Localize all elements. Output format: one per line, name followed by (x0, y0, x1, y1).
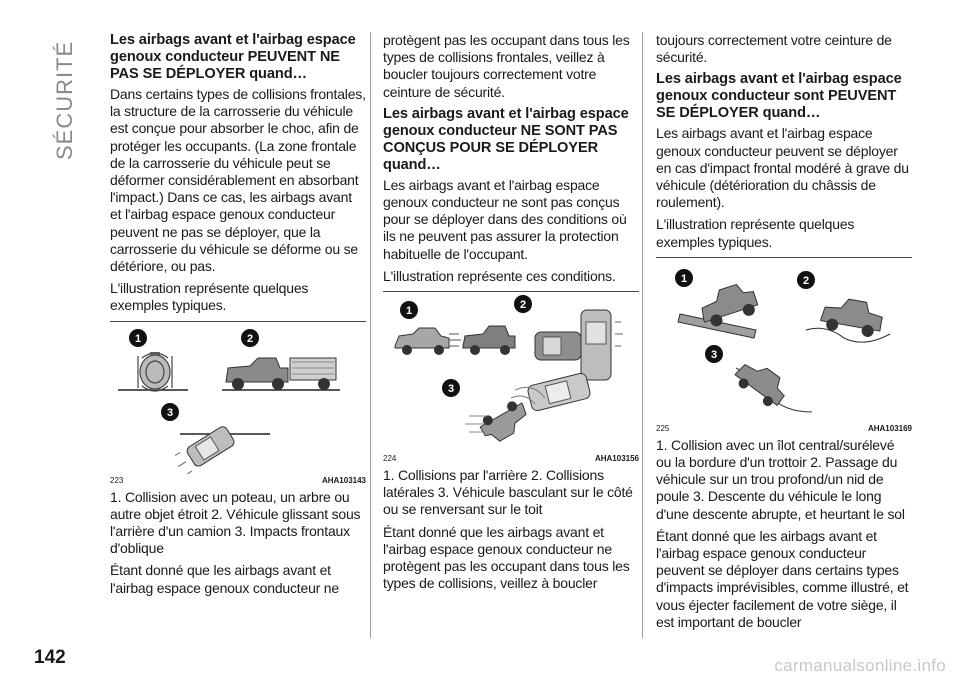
figure-legend: 1. Collisions par l'arrière 2. Collisions latérales 3. Véhicule basculant sur le côté ou se renversant sur le toit (383, 467, 633, 518)
figure-number: 225 (656, 423, 670, 433)
paragraph: protègent pas les occupant dans tous les types de collisions frontales, veillez à boucler toujours correctement votre ceinture de sécurité. (383, 32, 630, 100)
svg-text:1: 1 (680, 272, 688, 285)
svg-text:1: 1 (134, 332, 142, 345)
paragraph: L'illustration représente quelques exemples typiques. (656, 216, 855, 250)
figure-code: AHA103143 (321, 475, 366, 485)
column-divider (370, 32, 371, 638)
heading-may-deploy: Les airbags avant et l'airbag espace genoux conducteur sont PEUVENT SE DÉPLOYER quand… (656, 71, 902, 122)
figure-caption (383, 454, 639, 463)
paragraph: Étant donné que les airbags avant et l'airbag espace genoux conducteur peuvent se déployer dans certains types d'impacts imprévisibles, comme illustré, et vous éjecter facilement de votre siège, il est important de boucler (656, 527, 909, 630)
paragraph: toujours correctement votre ceinture de sécurité. (656, 32, 892, 66)
column-divider (642, 32, 643, 638)
marker-2-icon (241, 329, 259, 347)
column-3 (656, 32, 912, 636)
figure-225 (656, 257, 912, 433)
heading-not-designed-to-deploy: Les airbags avant et l'airbag espace genoux conducteur NE SONT PAS CONÇUS POUR SE DÉPLOYER quand… (383, 105, 629, 173)
heading-may-not-deploy: Les airbags avant et l'airbag espace genoux conducteur PEUVENT NE PAS SE DÉPLOYER quand… (110, 32, 356, 82)
figure-legend: 1. Collision avec un îlot central/surélevé ou la bordure d'un trottoir 2. Passage du véhicule sur un trou profond/un nid de poule 3. Descente du véhicule le long d'une descente abrupte, et heurtant le sol (656, 436, 905, 522)
marker-2-icon (797, 271, 815, 289)
svg-text:2: 2 (519, 299, 527, 312)
figure-223 (110, 321, 366, 485)
figure-number: 224 (383, 454, 397, 464)
paragraph: Les airbags avant et l'airbag espace genoux conducteur ne sont pas conçus pour se déployer dans des conditions où ils ne peuvent pas assurer la protection habituelle de l'occupant. (383, 176, 627, 262)
marker-1-icon (400, 301, 418, 319)
paragraph: Étant donné que les airbags avant et l'airbag espace genoux conducteur ne (110, 562, 339, 596)
figure-224 (383, 291, 639, 463)
illustration-curb-pothole-descent (656, 258, 912, 422)
figure-number: 223 (110, 475, 124, 485)
svg-text:3: 3 (166, 406, 174, 419)
svg-text:1: 1 (405, 305, 413, 318)
marker-3-icon (442, 379, 460, 397)
paragraph: Les airbags avant et l'airbag espace genoux conducteur peuvent se déployer en cas d'impact frontal modéré à grave du véhicule (détérioration du châssis de roulement). (656, 125, 909, 211)
marker-1-icon (675, 269, 693, 287)
svg-text:3: 3 (447, 383, 455, 396)
column-2 (383, 32, 639, 597)
svg-text:2: 2 (802, 274, 810, 287)
illustration-pole-truck-oblique (110, 322, 366, 474)
figure-code: AHA103169 (867, 423, 912, 433)
column-1 (110, 32, 366, 602)
paragraph: Dans certains types de collisions frontales, la structure de la carrosserie du véhicule est conçue pour absorber le choc, afin de protéger les occupants. (La zone frontale de la carrosserie du véhicule peut se déformer considérablement en absorbant l'impact.) Dans ce cas, les airbags avant et l'airbag espace genoux conducteur peuvent ne pas se déployer, que la carrosserie du véhicule se déforme ou se détériore, ou pas. (110, 86, 366, 275)
paragraph: L'illustration représente quelques exemples typiques. (110, 280, 309, 314)
marker-3-icon (161, 403, 179, 421)
figure-caption (656, 424, 912, 433)
figure-caption (110, 476, 366, 485)
paragraph: L'illustration représente ces conditions. (383, 267, 616, 284)
illustration-rear-side-rollover (383, 292, 639, 452)
marker-3-icon (705, 345, 723, 363)
figure-legend: 1. Collision avec un poteau, un arbre ou autre objet étroit 2. Véhicule glissant sous l'arrière d'un camion 3. Impacts frontaux d'oblique (110, 488, 361, 557)
page-number: 142 (34, 647, 66, 668)
marker-1-icon (129, 329, 147, 347)
figure-code: AHA103156 (594, 454, 639, 464)
paragraph: Étant donné que les airbags avant et l'airbag espace genoux conducteur ne protègent pas les occupant dans tous les types de collisions, veillez à boucler (383, 523, 630, 592)
section-label: SÉCURITÉ (52, 40, 77, 160)
watermark: carmanualsonline.info (774, 656, 946, 675)
svg-text:2: 2 (246, 332, 254, 345)
svg-text:3: 3 (710, 348, 718, 361)
marker-2-icon (514, 295, 532, 313)
